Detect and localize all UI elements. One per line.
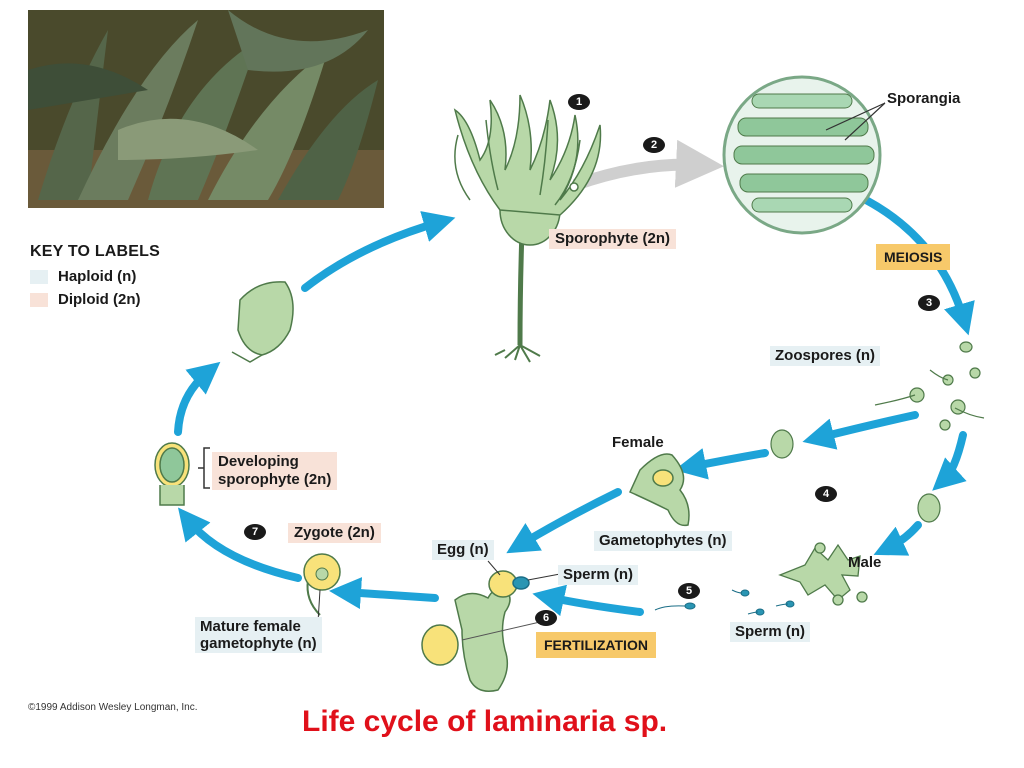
label-egg: Egg (n) xyxy=(432,540,494,560)
arrow-to-zygote xyxy=(345,592,435,598)
young-sporophyte xyxy=(232,282,293,362)
label-mature-female-line1: Mature female xyxy=(200,618,301,635)
label-sporophyte: Sporophyte (2n) xyxy=(549,229,676,249)
label-gametophytes: Gametophytes (n) xyxy=(594,531,732,551)
female-gametophyte xyxy=(630,454,689,525)
arrow-to-female xyxy=(818,415,915,438)
key-title: KEY TO LABELS xyxy=(30,243,161,260)
label-zoospores: Zoospores (n) xyxy=(770,346,880,366)
copyright-text: ©1999 Addison Wesley Longman, Inc. xyxy=(28,702,198,713)
arrow-to-sporophyte xyxy=(305,222,440,288)
step-4-badge: 4 xyxy=(815,486,837,502)
diagram-caption: Life cycle of laminaria sp. xyxy=(302,705,668,738)
sperm-group xyxy=(655,590,794,615)
arrow-to-male-spore xyxy=(944,435,963,480)
developing-sporophyte xyxy=(155,443,189,505)
label-male: Male xyxy=(848,554,882,571)
label-sporangia: Sporangia xyxy=(887,90,961,107)
arrow-sperm xyxy=(548,597,640,612)
label-zygote: Zygote (2n) xyxy=(288,523,381,543)
label-developing-line1: Developing xyxy=(218,453,299,470)
label-sperm: Sperm (n) xyxy=(558,565,638,585)
mature-female-gametophyte xyxy=(422,571,540,691)
label-mature-female-line2: gametophyte (n) xyxy=(200,635,317,652)
label-sperm-male: Sperm (n) xyxy=(730,622,810,642)
arrow-female-gametophyte xyxy=(690,453,765,467)
label-mature-female xyxy=(195,617,322,653)
arrow-to-male xyxy=(888,525,918,548)
arrow-up-left xyxy=(178,372,208,432)
step-5-badge: 5 xyxy=(678,583,700,599)
key-haploid: Haploid (n) xyxy=(58,268,137,285)
key-diploid: Diploid (2n) xyxy=(58,291,141,308)
label-female: Female xyxy=(612,434,664,451)
arrow-to-developing xyxy=(188,520,298,578)
step-7-badge: 7 xyxy=(244,524,266,540)
label-fertilization: FERTILIZATION xyxy=(536,632,656,658)
step-1-badge: 1 xyxy=(568,94,590,110)
sporangia-cross-section xyxy=(724,77,885,233)
male-gametophyte xyxy=(780,543,867,605)
male-spore xyxy=(918,494,940,522)
label-developing xyxy=(212,452,337,490)
haploid-swatch xyxy=(30,270,48,284)
label-developing-line2: sporophyte (2n) xyxy=(218,471,332,488)
cycle-arrows xyxy=(178,200,964,612)
step-2-badge: 2 xyxy=(643,137,665,153)
zygote-cell xyxy=(304,554,340,615)
label-meiosis: MEIOSIS xyxy=(876,244,950,270)
step-6-badge: 6 xyxy=(535,610,557,626)
step-3-badge: 3 xyxy=(918,295,940,311)
female-spore xyxy=(771,430,793,458)
diploid-swatch xyxy=(30,293,48,307)
